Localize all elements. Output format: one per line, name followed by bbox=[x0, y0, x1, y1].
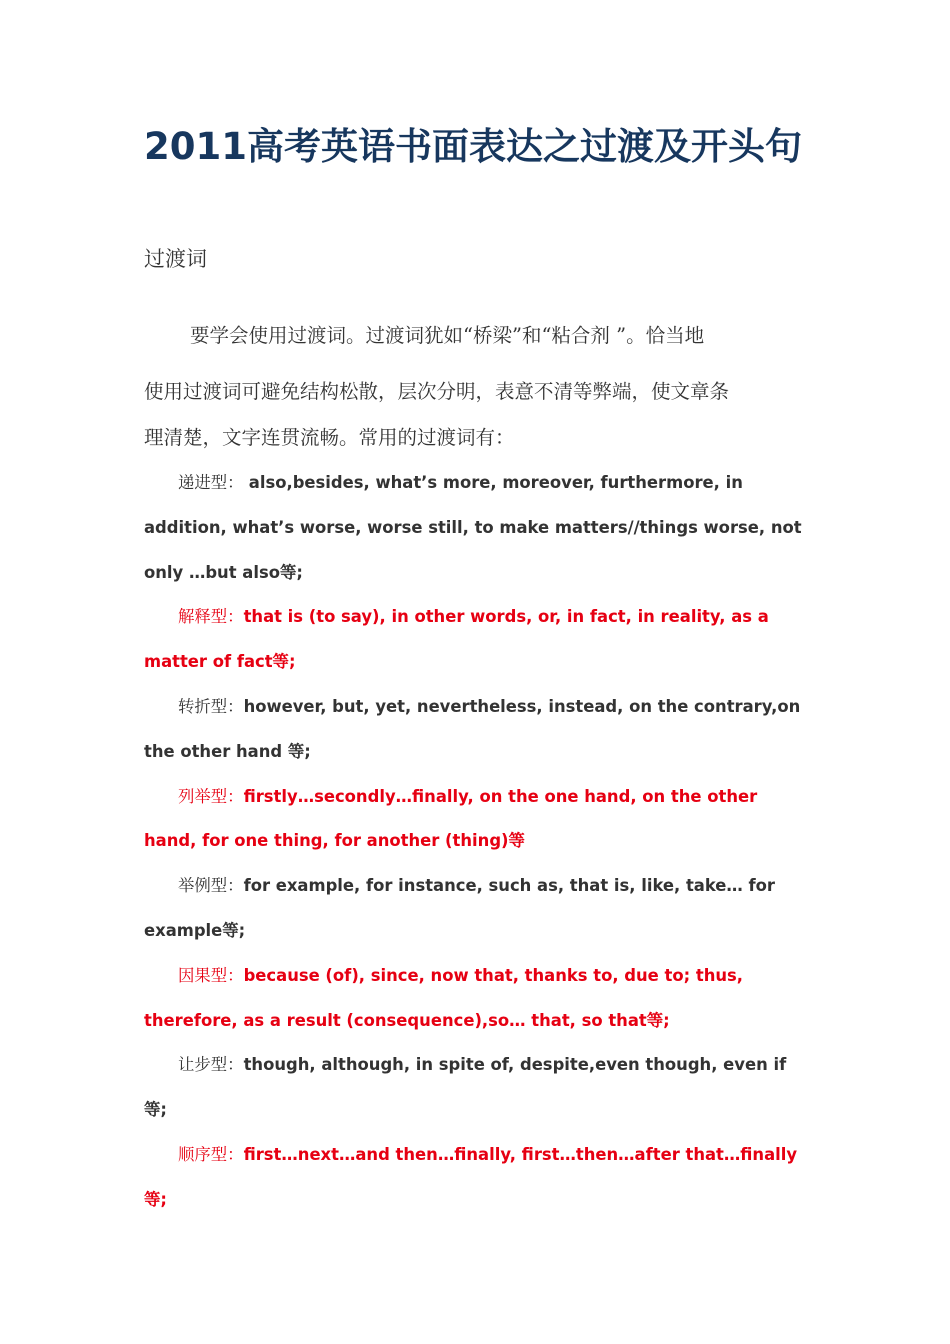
entry-text: for example, for instance, such as, that is, like, take… for example等; bbox=[144, 876, 775, 940]
section-heading: 过渡词 bbox=[144, 247, 207, 271]
entry-label: 举例型： bbox=[178, 876, 244, 896]
intro-line: 理清楚，文字连贯流畅。常用的过渡词有： bbox=[144, 426, 515, 449]
intro-paragraph bbox=[144, 318, 812, 456]
entry-label: 列举型： bbox=[178, 786, 244, 806]
entry-text: firstly…secondly…finally, on the one hand, on the other hand, for one thing, for another (thing)等 bbox=[144, 786, 758, 851]
entry-label: 让步型： bbox=[178, 1055, 244, 1075]
document-title: 2011高考英语书面表达之过渡及开头句 bbox=[144, 125, 802, 168]
transition-entry-contrast bbox=[144, 685, 814, 775]
transition-entry-example bbox=[144, 864, 814, 954]
entry-label: 顺序型： bbox=[178, 1144, 244, 1164]
transition-entry-explanation bbox=[144, 595, 814, 685]
transition-entry-sequence bbox=[144, 1133, 814, 1223]
transition-entry-enumeration bbox=[144, 775, 814, 865]
transition-entry-cause-effect bbox=[144, 954, 814, 1044]
entry-text: that is (to say), in other words, or, in fact, in reality, as a matter of fact等; bbox=[144, 607, 769, 672]
entry-text: though, although, in spite of, despite,even though, even if 等; bbox=[144, 1055, 787, 1120]
entry-label: 递进型： bbox=[178, 473, 249, 492]
entry-text: also,besides, what’s more, moreover, furthermore, in addition, what’s worse, worse still, to make matters//things worse, not only …but also等; bbox=[144, 473, 802, 582]
entry-label: 转折型： bbox=[178, 696, 244, 716]
entry-text: because (of), since, now that, thanks to, due to; thus, therefore, as a result (consequence),so… that, so that等; bbox=[144, 965, 744, 1030]
intro-line: 要学会使用过渡词。过渡词犹如“桥梁”和“粘合剂 ”。恰当地 bbox=[190, 324, 705, 347]
entry-text: however, but, yet, nevertheless, instead, on the contrary,on the other hand 等; bbox=[144, 696, 801, 761]
entry-text: first…next…and then…finally, first…then…after that…finally 等; bbox=[144, 1144, 798, 1209]
entry-label: 因果型： bbox=[178, 965, 244, 985]
transition-entry-concession bbox=[144, 1043, 814, 1133]
intro-line: 使用过渡词可避免结构松散，层次分明，表意不清等弊端，使文章条 bbox=[144, 380, 730, 403]
entry-label: 解释型： bbox=[178, 607, 244, 627]
transition-word-list bbox=[144, 461, 814, 1223]
transition-entry-progressive bbox=[144, 461, 814, 595]
